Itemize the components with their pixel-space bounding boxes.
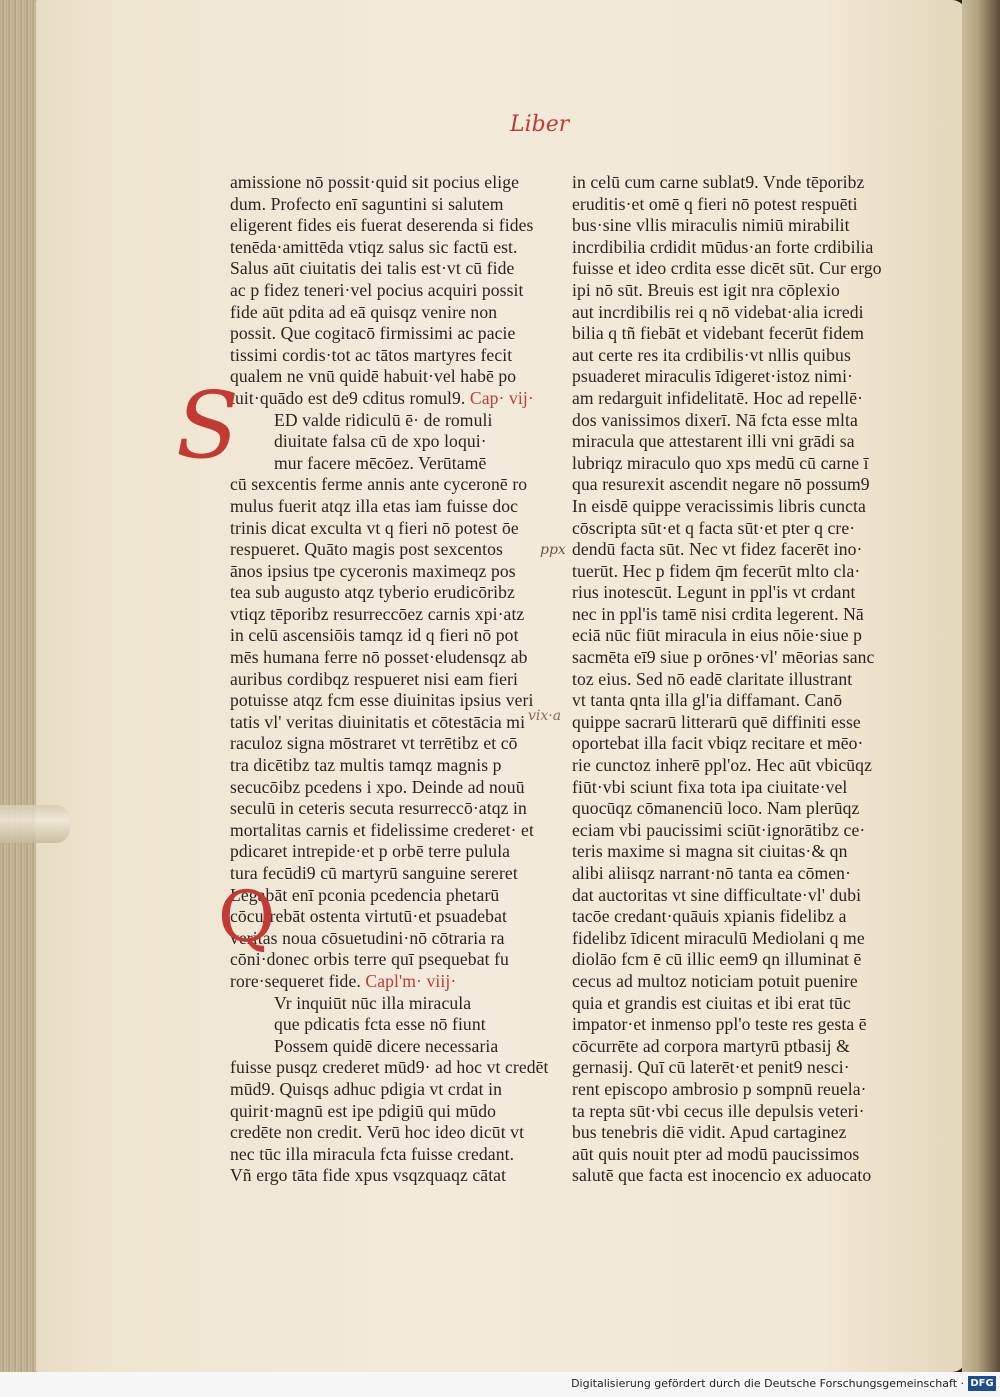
text-line: ānos ipsius tpe cyceronis maximeqz pos [230,560,516,581]
text-line: rent episcopo ambrosio p sompnū reuela· [572,1078,867,1099]
text-line: qualem ne vnū quidē habuit·vel habē po [230,366,517,387]
text-line: quirit·magnū est ipe pdigiū qui mūdo [230,1100,497,1121]
text-line: rie cunctoz inherē ppl'oz. Hec aūt vbicūqz [572,755,872,776]
text-line: ED valde ridiculū ē· de romuli [274,409,493,430]
text-line: miracula que attestarent illi vni grādi sa [572,431,855,452]
text-line: tuit·quādo est de9 cditus romul9. Cap· vij· [230,387,534,408]
text-line: bilia q tñ fiebāt et videbant fecerūt fidem [572,323,865,344]
text-line: mortalitas carnis et fidelissime crederet· et [230,819,534,840]
running-head: Liber [510,112,570,137]
text-line: tura fecūdi9 cū martyrū sanguine sereret [230,863,518,883]
footer-bar [0,1372,1000,1397]
text-line: tissimi cordis·tot ac tātos martyres fecit [230,344,513,365]
text-line: dendū facta sūt. Nec vt fidez facerēt ino· [572,539,863,560]
text-line: cecus ad multoz noticiam potuit puenire [572,970,858,991]
text-line: eligerent fides eis fuerat deserenda si fides [230,215,534,236]
dfg-logo: DFG [968,1376,996,1391]
text-line: qua resurexit ascendit negare nō possum9 [572,474,870,495]
text-line: Legabāt enī pconia pcedencia phetarū [230,884,500,905]
text-line: bus·sine vllis miraculis nimiū mirabilit [572,215,850,236]
footer-text: Digitalisierung gefördert durch die Deutsche Forschungsgemeinschaft · [571,1377,964,1390]
text-line: fidelibz īdicent miraculū Mediolani q me [572,927,865,948]
text-line: possit. Que cogitacō firmissimi ac pacie [230,323,516,344]
text-line: pdicaret intrepide·et p orbē terre pulula [230,841,511,862]
text-line: fuisse et ideo crdita esse dicēt sūt. Cur ergo [572,258,882,279]
text-line: in celū cum carne sublat9. Vnde tēporibz [572,172,865,192]
text-line: sacmēta eī9 siue p orōnes·vl' mēorias sanc [572,647,875,668]
text-line: ipi nō sūt. Breuis est igit nra cōplexio [572,279,840,300]
text-line: vtiqz tēporibz resurreccōez carnis xpi·atz [230,603,525,624]
text-line: veritas noua cōsuetudini·nō cōtraria ra [230,927,505,948]
text-line: quia et grandis est ciuitas et ibi erat tūc [572,992,851,1013]
text-line: diuitate falsa cū de xpo loqui· [274,431,487,452]
text-line: dos vanissimos dixerī. Nā fcta esse mlta [572,409,858,430]
text-line: nec in ppl'is tamē nisi crdita legerent. Nā [572,603,864,624]
marginal-note-2: vix·a [528,708,562,724]
text-line: psuaderet miraculis īdigeret·istoz nimi· [572,366,854,387]
text-line: alibi aliisqz narrant·nō tanta ea cōmen· [572,863,852,883]
text-line: tuerūt. Hec p fidem q̄m fecerūt mlto cla· [572,560,861,581]
text-line: bus tenebris diē vidit. Apud cartaginez [572,1122,847,1143]
text-line: In eisdē quippe veracissimis libris cuncta [572,495,866,516]
text-line: ta repta sūt·vbi cecus ille depulsis veteri· [572,1100,865,1121]
text-line: raculoz signa mōstraret vt terrētibz et cō [230,733,518,754]
text-line: tacōe credant·quāuis xpianis fidelibz a [572,906,847,927]
text-line: seculū in ceteris secuta resurreccō·atqz in [230,798,527,819]
marginal-note-1: ppx [540,542,566,558]
text-line: tea sub augusto atqz tyberio erudicōribz [230,582,515,603]
text-line: fuisse pusqz crederet mūd9· ad hoc vt credēt [230,1057,549,1078]
text-line: eciā nūc fiūt miracula in eius nōie·siue p [572,625,862,646]
text-line: am redarguit infidelitatē. Hoc ad repellē· [572,387,864,408]
text-line: credēte non credit. Verū hoc ideo dicūt vt [230,1122,525,1143]
text-line: aut incrdibilis rei q nō videbat·alia icredi [572,301,864,322]
text-line: tatis vl' veritas diuinitatis et cōtestācia mi [230,711,526,732]
text-line: fiūt·vbi sciunt fixa tota ipa ciuitate·vel [572,776,848,797]
text-line: gernasij. Quī cū laterēt·et penit9 nesci· [572,1057,850,1078]
text-line: cōcurrēte ad corpora martyrū ptbasij & [572,1035,850,1056]
text-line: fide aūt pdita ad eā quisqz venire non [230,301,498,322]
chapter-rubric: Cap· vij· [469,387,534,408]
text-line: Vr inquiūt nūc illa miracula [274,992,472,1013]
text-line: amissione nō possit·quid sit pocius elige [230,172,520,192]
text-line: eruditis·et omē q fieri nō potest respuēti [572,193,858,214]
right-page-edge [962,0,1000,1372]
bookmark-ribbon [0,805,70,843]
text-line: oportebat illa facit vbiqz recitare et mēo· [572,733,864,754]
text-line: vt tanta qnta illa gl'ia diffamant. Canō [572,690,843,711]
text-line: diolāo fcm ē cū illic eem9 qn illuminat ē [572,949,862,970]
text-line: mēs humana ferre nō posset·eludensqz ab [230,647,528,668]
text-line: teris maxime si magna sit ciuitas·& qn [572,841,848,862]
text-line: dum. Profecto enī saguntini si salutem [230,193,504,214]
text-line: rius inotescūt. Legunt in ppl'is vt crdant [572,582,856,603]
text-line: cōscripta sūt·et q facta sūt·et pter q cre· [572,517,856,538]
text-line: tenēda·amittēda vtiqz salus sic factū est. [230,236,518,257]
text-line: mur facere mēcōez. Verūtamē [274,452,487,473]
text-line: aūt quis nouit pter ad modū paucissimos [572,1143,860,1164]
text-line: dat auctoritas vt sine difficultate·vl' dubi [572,884,862,905]
text-line: in celū ascensiōis tamqz id q fieri nō pot [230,625,519,646]
text-line: potuisse atqz fcm esse diuinitas ipsius veri [230,690,534,711]
chapter-rubric: Capl'm· viij· [365,970,457,991]
text-line: secucōibz pcedens i xpo. Deinde ad nouū [230,776,525,797]
text-line: mūd9. Quisqs adhuc pdigia vt crdat in [230,1078,502,1099]
text-line: salutē que facta est inocencio ex aduocato [572,1165,872,1186]
text-line: mulus fuerit atqz illa etas iam fuisse doc [230,495,519,516]
text-line: trinis dicat exculta vt q fieri nō potest ōe [230,517,519,538]
text-line: aut certe res ita crdibilis·vt nllis quibus [572,344,851,365]
text-line: auribus cordibqz respueret nisi eam fieri [230,668,518,689]
text-line: toz eius. Sed nō eadē claritate illustrant [572,668,853,689]
text-line: quippe sacrarū litterarū quē diffiniti esse [572,711,861,732]
text-line: Vñ ergo tāta fide xpus vsqzquaqz cātat [230,1165,507,1186]
text-line: tra dicētibz taz multis tamqz magnis p [230,755,502,776]
initial-s: S [176,372,240,479]
text-line: eciam vbi paucissimi sciūt·ignorātibz ce· [572,819,866,840]
text-line: cōcurrebāt ostenta virtutū·et psuadebat [230,906,507,927]
text-line: rore·sequeret fide. Capl'm· viij· [230,970,457,991]
initial-q: Q [218,876,276,958]
text-line: respueret. Quāto magis post sexcentos [230,539,503,560]
text-line: lubriqz miraculo quo xps medū cū carne ī [572,452,869,473]
text-line: Possem quidē dicere necessaria [274,1035,499,1056]
text-line: quocūqz cōmanenciū loco. Nam plerūqz [572,798,860,819]
text-line: ac p fidez teneri·vel pocius acquiri possit [230,279,524,300]
right-text-column [572,172,882,1187]
text-line: nec tūc illa miracula fcta fuisse credant. [230,1143,515,1164]
text-line: Salus aūt ciuitatis dei talis est·vt cū fide [230,258,515,279]
text-line: incrdibilia crdidit mūdus·an forte crdibilia [572,236,874,257]
text-line: cū sexcentis ferme annis ante cyceronē ro [230,474,528,495]
text-line: que pdicatis fcta esse nō fiunt [274,1014,486,1035]
text-line: cōni·donec orbis terre quī psequebat fu [230,949,509,970]
text-line: impator·et inmenso ppl'o teste res gesta ē [572,1014,867,1035]
